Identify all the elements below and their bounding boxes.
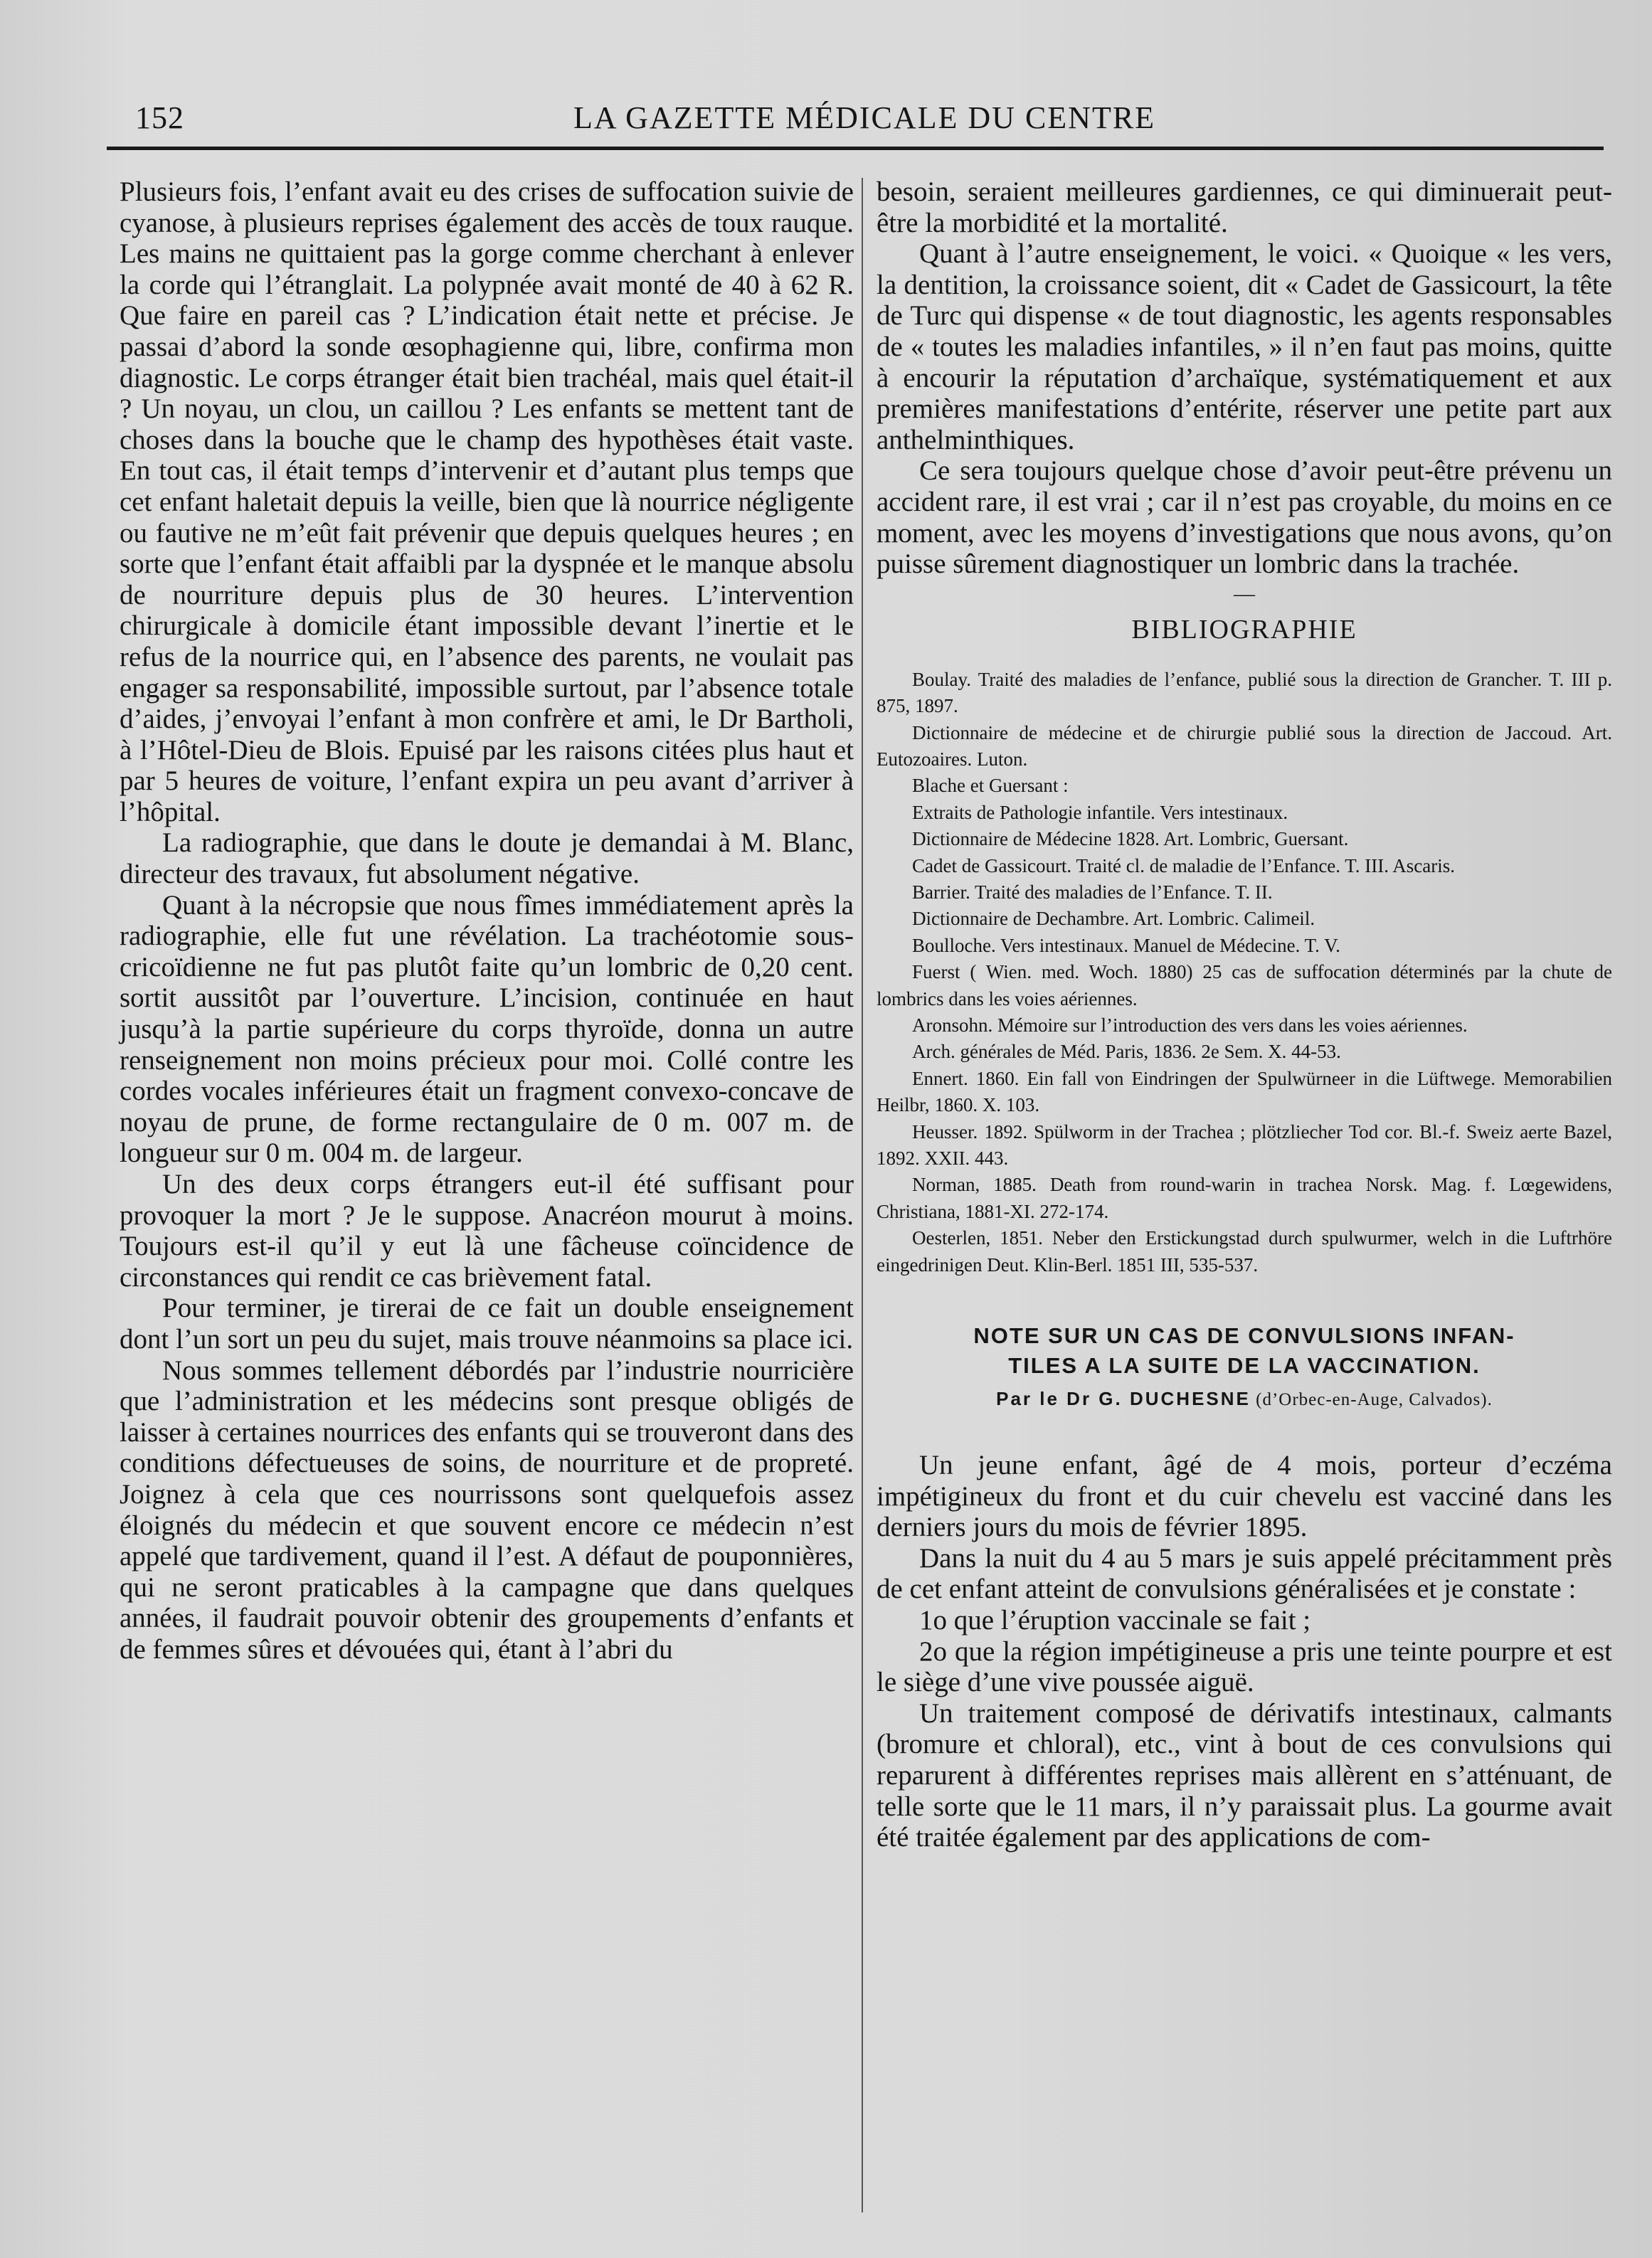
paragraph: Quant à la nécropsie que nous fîmes immédiatement après la radiographie, elle fut une révélation. La trachéotomie sous-cricoïdienne ne fut pas plutôt faite qu’un lombric de 0,20 cent. sortit aussitôt par l’ouverture. L’incision, continuée en haut jusqu’à la partie supérieure du corps thyroïde, donna un autre renseignement non moins précieux pour moi. Collé contre les cordes vocales inférieures était un fragment convexo-concave de noyau de prune, de forme rectangulaire de 0 m. 007 m. de longueur sur 0 m. 004 m. de largeur. bbox=[120, 889, 854, 1169]
bibliography-entry: Boulloche. Vers intestinaux. Manuel de Médecine. T. V. bbox=[912, 934, 1340, 956]
bibliography-entry: Norman, 1885. Death from round-warin in trachea Norsk. Mag. f. Lœgewidens, Christiana, 1881-XI. 272-174. bbox=[877, 1174, 1612, 1222]
note-author bbox=[877, 1388, 1612, 1410]
paragraph: Nous sommes tellement débordés par l’industrie nourricière que l’administration et les médecins sont presque obligés de laisser à certaines nourrices des enfants qui se trouveront dans des conditions défectueuses de soins, de nourriture et de propreté. Joignez à cela que ces nourrissons sont quelquefois assez éloignés du médecin et que souvent encore ce médecin n’est appelé que tardivement, quand il l’est. A défaut de pouponnières, qui ne seront praticables à la campagne que dans quelques années, il faudrait pouvoir obtenir des groupements d’enfants et de femmes sûres et dévouées qui, étant à l’abri du bbox=[120, 1355, 854, 1665]
bibliography-entry: Ennert. 1860. Ein fall von Eindringen der Spulwürneer in die Lüftwege. Memorabilien Heilbr, 1860. X. 103. bbox=[877, 1067, 1612, 1116]
page-number: 152 bbox=[135, 100, 184, 135]
note-title-line: NOTE SUR UN CAS DE CONVULSIONS INFAN- bbox=[973, 1323, 1515, 1349]
bibliography-entry: Fuerst ( Wien. med. Woch. 1880) 25 cas de suffocation déterminés par la chute de lombrics dans les voies aériennes. bbox=[877, 961, 1612, 1009]
paragraph: Pour terminer, je tirerai de ce fait un double enseignement dont l’un sort un peu du sujet, mais trouve néanmoins sa place ici. bbox=[120, 1293, 854, 1355]
paragraph: Plusieurs fois, l’enfant avait eu des crises de suffocation suivie de cyanose, à plusieurs reprises également des accès de toux rauque. Les mains ne quittaient pas la gorge comme cherchant à enlever la corde qui l’étranglait. La polypnée avait monté de 40 à 62 R. Que faire en pareil cas ? L’indication était nette et précise. Je passai d’abord la sonde œsophagienne qui, libre, confirma mon diagnostic. Le corps étranger était bien trachéal, mais quel était-il ? Un noyau, un clou, un caillou ? Les enfants se mettent tant de choses dans la bouche que le champ des hypothèses était vaste. En tout cas, il était temps d’intervenir et d’autant plus temps que cet enfant haletait depuis la veille, bien que là nourrice négligente ou fautive ne m’eût fait prévenir que depuis quelques heures ; en sorte que l’enfant était affaibli par la dyspnée et le manque absolu de nourriture depuis plus de 30 heures. L’intervention chirurgicale à domicile étant impossible devant l’inertie et le refus de la nourrice qui, en l’absence des parents, ne voulait pas engager sa responsabilité, impossible surtout, par l’absence totale d’aides, j’envoyai l’enfant à mon confrère et ami, le Dr Bartholi, à l’Hôtel-Dieu de Blois. Epuisé par les raisons citées plus haut et par 5 heures de voiture, l’enfant expira un peu avant d’arriver à l’hôpital. bbox=[120, 176, 854, 827]
paragraph: Ce sera toujours quelque chose d’avoir peut-être prévenu un accident rare, il est vrai ; car il n’est pas croyable, du moins en ce moment, avec les moyens d’investigations que nous avons, qu’on puisse sûrement diagnostiquer un lombric dans la trachée. bbox=[877, 455, 1612, 580]
bibliography-list bbox=[877, 667, 1612, 1278]
bibliography-entry: Arch. générales de Méd. Paris, 1836. 2e Sem. X. 44-53. bbox=[912, 1041, 1341, 1063]
header-rule bbox=[107, 147, 1604, 150]
bibliography-entry: Dictionnaire de médecine et de chirurgie publié sous la direction de Jaccoud. Art. Eutozoaires. Luton. bbox=[877, 721, 1612, 770]
list-item: 2o que la région impétigineuse a pris une teinte pourpre et est le siège d’une vive poussée aiguë. bbox=[877, 1636, 1612, 1698]
bibliography-entry: Boulay. Traité des maladies de l’enfance, publié sous la direction de Grancher. T. III p. 875, 1897. bbox=[877, 668, 1612, 717]
note-title-line: TILES A LA SUITE DE LA VACCINATION. bbox=[1008, 1353, 1481, 1379]
bibliography-entry: Dictionnaire de Dechambre. Art. Lombric. Calimeil. bbox=[912, 908, 1315, 930]
bibliography-title: BIBLIOGRAPHIE bbox=[1131, 614, 1357, 645]
paragraph: besoin, seraient meilleures gardiennes, ce qui diminuerait peut-être la morbidité et la mortalité. bbox=[877, 176, 1612, 238]
bibliography-entry: Aronsohn. Mémoire sur l’introduction des vers dans les voies aériennes. bbox=[912, 1014, 1468, 1036]
left-column bbox=[120, 176, 854, 1665]
right-column bbox=[877, 176, 1612, 1853]
note-title bbox=[877, 1321, 1612, 1381]
running-title: LA GAZETTE MÉDICALE DU CENTRE bbox=[573, 100, 1156, 135]
list-item: 1o que l’éruption vaccinale se fait ; bbox=[919, 1605, 1311, 1636]
bibliography-entry: Dictionnaire de Médecine 1828. Art. Lombric, Guersant. bbox=[912, 828, 1349, 850]
paragraph: Quant à l’autre enseignement, le voici. « Quoique « les vers, la dentition, la croissance soient, dit « Cadet de Gassicourt, la tête de Turc qui dispense « de tout diagnostic, les agents responsables de « toutes les maladies infantiles, » il n’en faut pas moins, quitte à encourir la réputation d’archaïque, systématiquement et aux premières manifestations d’entérite, réserver une petite part aux anthelminthiques. bbox=[877, 238, 1612, 455]
bibliography-entry: Blache et Guersant : bbox=[912, 775, 1069, 797]
bibliography-entry: Extraits de Pathologie infantile. Vers intestinaux. bbox=[912, 801, 1288, 823]
paragraph: La radiographie, que dans le doute je demandai à M. Blanc, directeur des travaux, fut absolument négative. bbox=[120, 827, 854, 890]
author-name: Par le Dr G. DUCHESNE bbox=[996, 1388, 1251, 1410]
bibliography-entry: Heusser. 1892. Spülworm in der Trachea ; plötzliecher Tod cor. Bl.-f. Sweiz aerte Bazel, 1892. XXII. 443. bbox=[877, 1120, 1612, 1170]
paragraph: Un jeune enfant, âgé de 4 mois, porteur d’eczéma impétigineux du front et du cuir chevelu est vacciné dans les derniers jours du mois de février 1895. bbox=[877, 1450, 1612, 1543]
section-separator: — bbox=[1234, 581, 1255, 605]
author-place: (d’Orbec-en-Auge, Calvados). bbox=[1256, 1390, 1493, 1410]
bibliography-entry: Oesterlen, 1851. Neber den Erstickungstad durch spulwurmer, welch in die Luftrhöre eingedrinigen Deut. Klin-Berl. 1851 III, 535-537. bbox=[877, 1227, 1612, 1276]
page-header bbox=[128, 100, 1601, 142]
paragraph: Dans la nuit du 4 au 5 mars je suis appelé précitamment près de cet enfant atteint de convulsions généralisées et je constate : bbox=[877, 1542, 1612, 1605]
paragraph: Un des deux corps étrangers eut-il été suffisant pour provoquer la mort ? Je le suppose. Anacréon mourut à moins. Toujours est-il qu’il y eut là une fâcheuse coïncidence de circonstances qui rendit ce cas brièvement fatal. bbox=[120, 1169, 854, 1293]
bibliography-entry: Cadet de Gassicourt. Traité cl. de maladie de l’Enfance. T. III. Ascaris. bbox=[912, 854, 1456, 876]
paragraph: Un traitement composé de dérivatifs intestinaux, calmants (bromure et chloral), etc., vint à bout de ces convulsions qui reparurent à différentes reprises mais allèrent en s’atténuant, de telle sorte que le 11 mars, il n’y paraissait plus. La gourme avait été traitée également par des applications de com- bbox=[877, 1697, 1612, 1853]
column-divider bbox=[862, 178, 863, 2212]
bibliography-entry: Barrier. Traité des maladies de l’Enfance. T. II. bbox=[912, 881, 1273, 903]
